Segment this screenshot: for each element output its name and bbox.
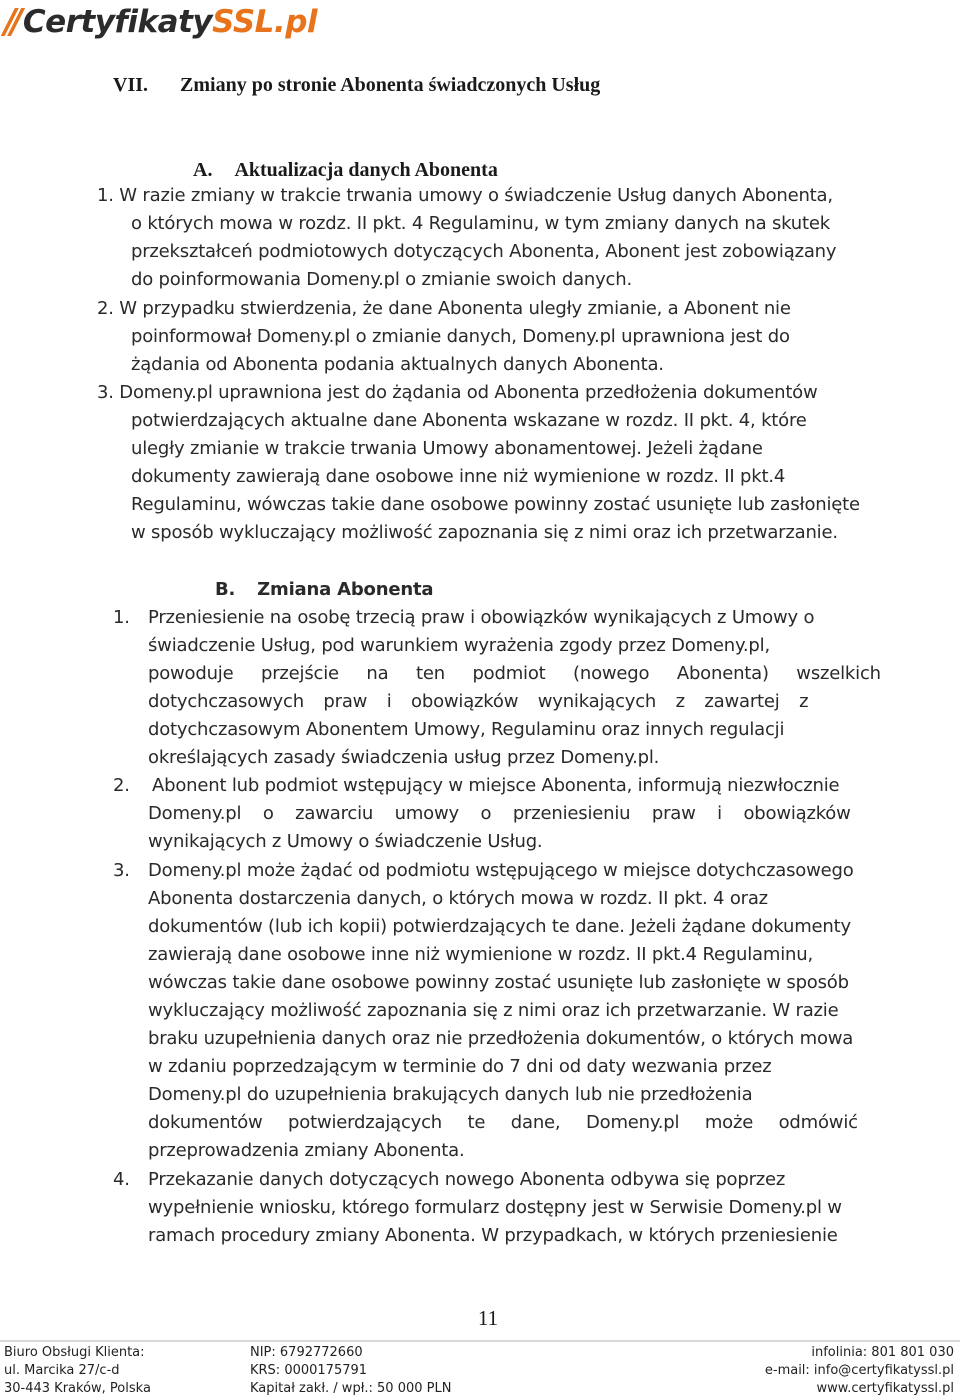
b-item-3-line-1: Domeny.pl może żądać od podmiotu wstępującego w miejsce dotychczasowego bbox=[148, 860, 854, 881]
company-logo bbox=[4, 2, 317, 42]
footer-capital: Kapitał zakł. / wpł.: 50 000 PLN bbox=[250, 1381, 452, 1396]
b-item-3-line-11: przeprowadzenia zmiany Abonenta. bbox=[148, 1140, 465, 1161]
subsection-a-letter: A. bbox=[193, 159, 213, 181]
b-item-1-line-1: Przeniesienie na osobę trzecią praw i obowiązków wynikających z Umowy o bbox=[148, 607, 815, 628]
footer-hotline: infolinia: 801 801 030 bbox=[811, 1345, 954, 1360]
b-item-1-line-2: świadczenie Usług, pod warunkiem wyrażenia zgody przez Domeny.pl, bbox=[148, 635, 770, 656]
b-item-4-line-1: Przekazanie danych dotyczących nowego Abonenta odbywa się poprzez bbox=[148, 1169, 786, 1190]
footer-divider bbox=[0, 1340, 960, 1342]
footer-contact-info bbox=[765, 1344, 954, 1397]
b-item-3-line-5: wówczas takie dane osobowe powinny zostać usunięte lub zasłonięte w sposób bbox=[148, 972, 849, 993]
b-item-3-line-8: w zdaniu poprzedzającym w terminie do 7 dni od daty wezwania przez bbox=[148, 1056, 772, 1077]
b-item-2-line-3: wynikających z Umowy o świadczenie Usług. bbox=[148, 831, 543, 852]
b-item-2-line-2: Domeny.pl o zawarciu umowy o przeniesieniu praw i obowiązków bbox=[148, 803, 851, 824]
subsection-b-heading bbox=[215, 578, 433, 602]
a-line-13: w sposób wykluczający możliwość zapoznania się z nimi oraz ich przetwarzanie. bbox=[131, 522, 838, 543]
subsection-a-title: Aktualizacja danych Abonenta bbox=[234, 159, 498, 181]
b-item-2-line-1: Abonent lub podmiot wstępujący w miejsce Abonenta, informują niezwłocznie bbox=[152, 775, 840, 796]
a-line-3: przekształceń podmiotowych dotyczących Abonenta, Abonent jest zobowiązany bbox=[131, 241, 837, 262]
logo-slashes: // bbox=[4, 2, 17, 42]
a-line-1: 1. W razie zmiany w trakcie trwania umowy o świadczenie Usług danych Abonenta, bbox=[97, 185, 833, 206]
logo-main: Certyfikaty bbox=[22, 4, 213, 40]
b-item-2-number: 2. bbox=[113, 775, 130, 796]
subsection-b-letter: B. bbox=[215, 579, 236, 600]
section-number: VII. bbox=[113, 74, 149, 96]
footer-company-info bbox=[250, 1344, 451, 1397]
b-item-3-line-4: zawierają dane osobowe inne niż wymienione w rozdz. II pkt.4 Regulaminu, bbox=[148, 944, 813, 965]
logo-suffix: .pl bbox=[273, 4, 318, 40]
b-item-1-line-3: powoduje przejście na ten podmiot (nowego Abonenta) wszelkich bbox=[148, 663, 881, 684]
a-line-4: do poinformowania Domeny.pl o zmianie swoich danych. bbox=[131, 269, 632, 290]
b-item-4-line-3: ramach procedury zmiany Abonenta. W przypadkach, w których przeniesienie bbox=[148, 1225, 838, 1246]
a-line-12: Regulaminu, wówczas takie dane osobowe powinny zostać usunięte lub zasłonięte bbox=[131, 494, 860, 515]
b-item-1-line-4: dotychczasowych praw i obowiązków wynikających z zawartej z bbox=[148, 691, 809, 712]
footer-nip: NIP: 6792772660 bbox=[250, 1345, 363, 1360]
a-line-2: o których mowa w rozdz. II pkt. 4 Regulaminu, w tym zmiany danych na skutek bbox=[131, 213, 830, 234]
b-item-1-number: 1. bbox=[113, 607, 130, 628]
b-item-1-line-6: określających zasady świadczenia usług przez Domeny.pl. bbox=[148, 747, 660, 768]
logo-accent: SSL bbox=[212, 4, 274, 40]
section-heading: Zmiany po stronie Abonenta świadczonych Usług bbox=[180, 74, 601, 96]
b-item-1-line-5: dotychczasowym Abonentem Umowy, Regulaminu oraz innych regulacji bbox=[148, 719, 785, 740]
b-item-3-line-3: dokumentów (lub ich kopii) potwierdzających te dane. Jeżeli żądane dokumenty bbox=[148, 916, 851, 937]
b-item-3-line-2: Abonenta dostarczenia danych, o których mowa w rozdz. II pkt. 4 oraz bbox=[148, 888, 768, 909]
b-item-3-line-6: wykluczający możliwość zapoznania się z nimi oraz ich przetwarzanie. W razie bbox=[148, 1000, 839, 1021]
b-item-4-line-2: wypełnienie wniosku, którego formularz dostępny jest w Serwisie Domeny.pl w bbox=[148, 1197, 842, 1218]
footer-email-link[interactable]: e-mail: info@certyfikatyssl.pl bbox=[764, 1363, 954, 1378]
b-item-3-number: 3. bbox=[113, 860, 130, 881]
footer-website-link[interactable]: www.certyfikatyssl.pl bbox=[816, 1381, 954, 1396]
b-item-3-line-10: dokumentów potwierdzających te dane, Domeny.pl może odmówić bbox=[148, 1112, 858, 1133]
page-footer bbox=[0, 1340, 960, 1397]
a-line-11: dokumenty zawierają dane osobowe inne niż wymienione w rozdz. II pkt.4 bbox=[131, 466, 786, 487]
a-line-7: żądania od Abonenta podania aktualnych danych Abonenta. bbox=[131, 354, 664, 375]
page-number: 11 bbox=[477, 1306, 499, 1330]
a-line-5: 2. W przypadku stwierdzenia, że dane Abonenta uległy zmianie, a Abonent nie bbox=[97, 298, 791, 319]
footer-office-info bbox=[4, 1344, 151, 1397]
footer-street: ul. Marcika 27/c-d bbox=[4, 1363, 120, 1378]
subsection-a-heading bbox=[193, 158, 498, 182]
a-line-9: potwierdzających aktualne dane Abonenta wskazane w rozdz. II pkt. 4, które bbox=[131, 410, 807, 431]
b-item-4-number: 4. bbox=[113, 1169, 130, 1190]
b-item-3-line-9: Domeny.pl do uzupełnienia brakujących danych lub nie przedłożenia bbox=[148, 1084, 753, 1105]
subsection-b-title: Zmiana Abonenta bbox=[257, 579, 434, 600]
footer-office-label: Biuro Obsługi Klienta: bbox=[4, 1345, 145, 1360]
footer-krs: KRS: 0000175791 bbox=[250, 1363, 368, 1378]
logo-wordmark bbox=[23, 4, 317, 40]
a-line-8: 3. Domeny.pl uprawniona jest do żądania od Abonenta przedłożenia dokumentów bbox=[97, 382, 818, 403]
a-line-10: uległy zmianie w trakcie trwania Umowy abonamentowej. Jeżeli żądane bbox=[131, 438, 763, 459]
b-item-3-line-7: braku uzupełnienia danych oraz nie przedłożenia dokumentów, o których mowa bbox=[148, 1028, 854, 1049]
a-line-6: poinformował Domeny.pl o zmianie danych, Domeny.pl uprawniona jest do bbox=[131, 326, 790, 347]
section-title bbox=[113, 73, 600, 97]
footer-city: 30-443 Kraków, Polska bbox=[4, 1381, 151, 1396]
